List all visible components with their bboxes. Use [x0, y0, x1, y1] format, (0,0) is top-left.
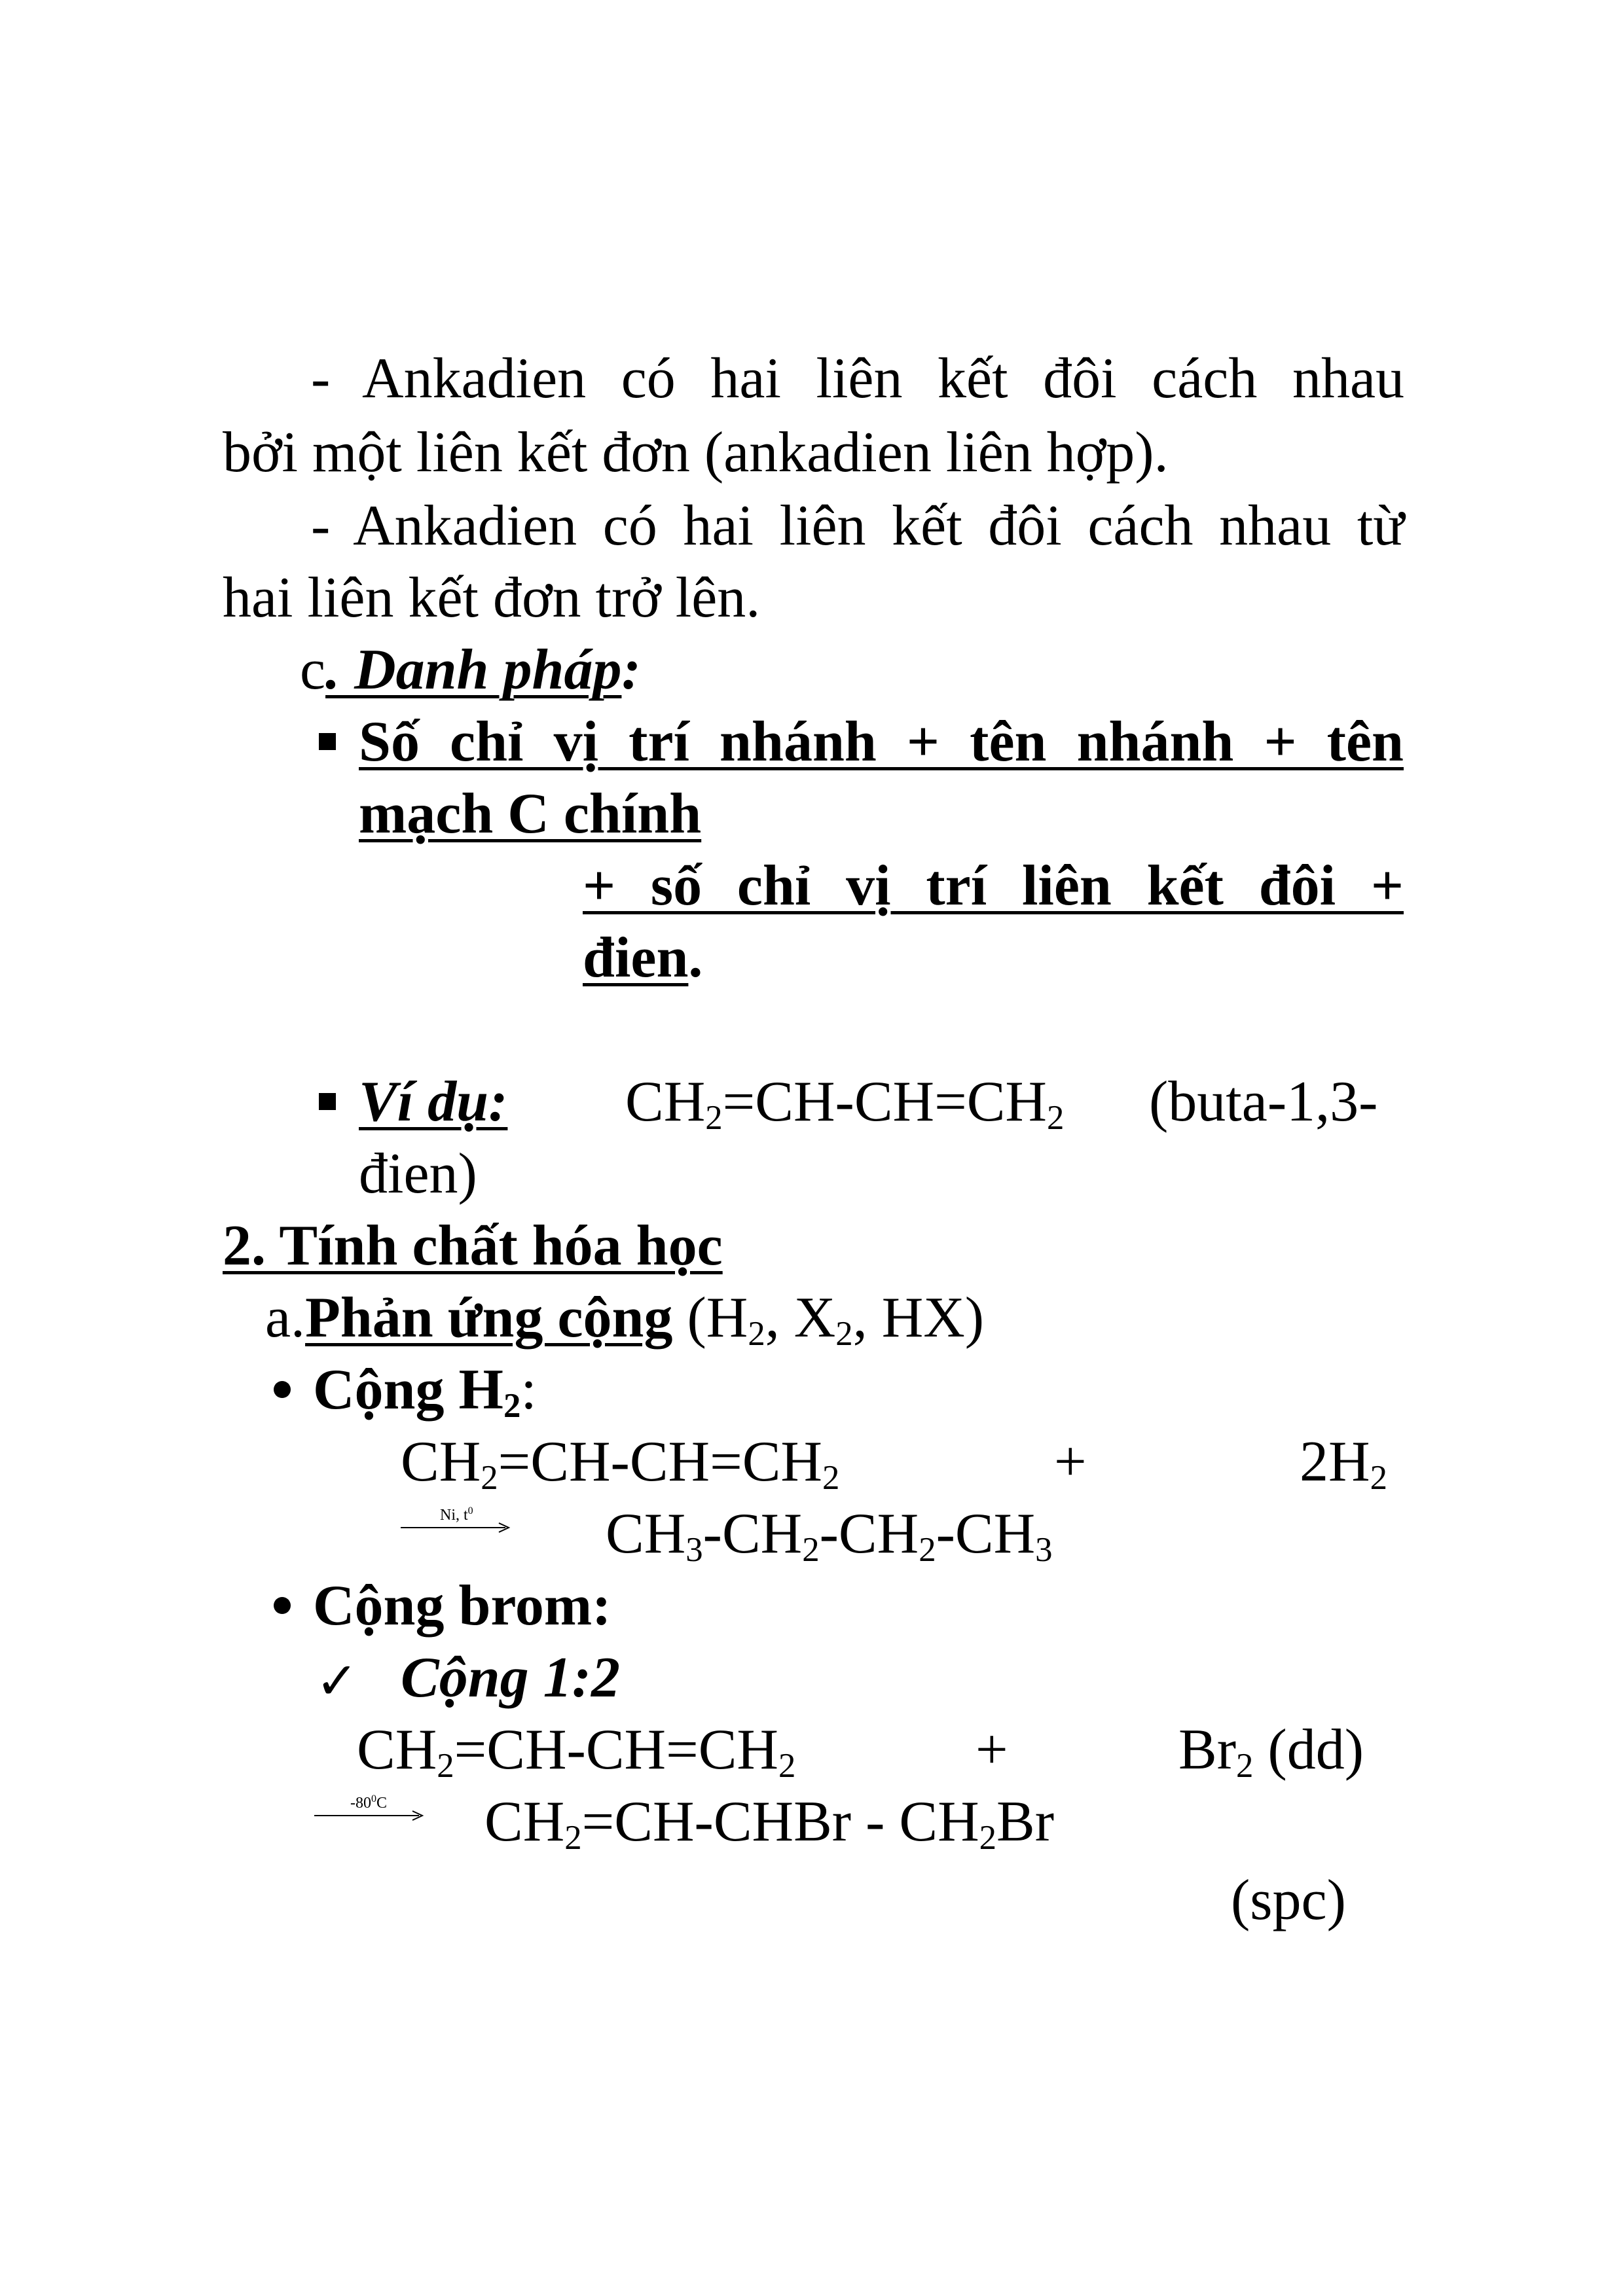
check-mark-icon: ✓ — [316, 1652, 359, 1711]
equation-1-reactant-2: $2H_2$ — [1300, 1430, 1387, 1498]
text-line-2: bởi một liên kết đơn (ankadien liên hợp). — [223, 421, 1169, 484]
main-product-note: (spc) — [1231, 1869, 1346, 1932]
square-bullet-icon — [319, 733, 336, 750]
equation-2-product: $CH_2=CH$-CHBr - $CH_2Br$ — [484, 1790, 1055, 1857]
equation-2-reactant-2: $Br_2$ (dd) — [1178, 1718, 1364, 1785]
naming-rule-line-2: mạch C chính — [359, 782, 702, 846]
equation-2-plus: + — [976, 1718, 1008, 1782]
section-heading-chemical-properties: 2. Tính chất hóa học — [223, 1214, 723, 1278]
arrow-condition-ni: Ni, $t^0$ — [440, 1505, 473, 1524]
round-bullet-icon — [274, 1597, 291, 1614]
subheading-addition-reaction: a.Phản ứng cộng ($H_2$, $X_2$, HX) — [265, 1286, 985, 1354]
naming-rule-line-4: đien. — [583, 926, 703, 990]
example-formula: $CH_2=CH-CH=CH_2$ — [625, 1070, 1065, 1138]
naming-rule-line-1: Số chỉ vị trí nhánh + tên nhánh + tên — [359, 710, 1404, 774]
subheading-bromine-addition: Cộng brom: — [313, 1574, 611, 1638]
subheading-1-2-addition: Cộng 1:2 — [401, 1646, 620, 1710]
equation-1-product: $CH_3-CH_2-CH_2-CH_3$ — [606, 1502, 1053, 1570]
naming-rule-line-3: + số chỉ vị trí liên kết đôi + — [583, 854, 1404, 918]
equation-1-reactant-1: $CH_2=CH-CH=CH_2$ — [401, 1430, 840, 1498]
equation-2-reactant-1: $CH_2=CH-CH=CH_2$ — [357, 1718, 796, 1785]
round-bullet-icon — [274, 1381, 291, 1398]
subheading-h2-addition: Cộng $H_2$: — [313, 1358, 537, 1426]
text-line-1: - Ankadien có hai liên kết đôi cách nhau — [311, 347, 1404, 410]
example-label: Ví dụ: — [359, 1070, 508, 1134]
arrow-condition-temperature: $-80^0C$ — [350, 1793, 388, 1812]
example-name-end: đien) — [359, 1142, 477, 1206]
text-line-3: - Ankadien có hai liên kết đôi cách nhau từ — [311, 494, 1404, 558]
subheading-danh-phap: c. Danh pháp: — [300, 638, 641, 702]
example-name: (buta-1,3- — [1149, 1070, 1378, 1134]
square-bullet-icon — [319, 1093, 336, 1110]
equation-1-plus: + — [1054, 1430, 1087, 1494]
text-line-4: hai liên kết đơn trở lên. — [223, 566, 761, 630]
